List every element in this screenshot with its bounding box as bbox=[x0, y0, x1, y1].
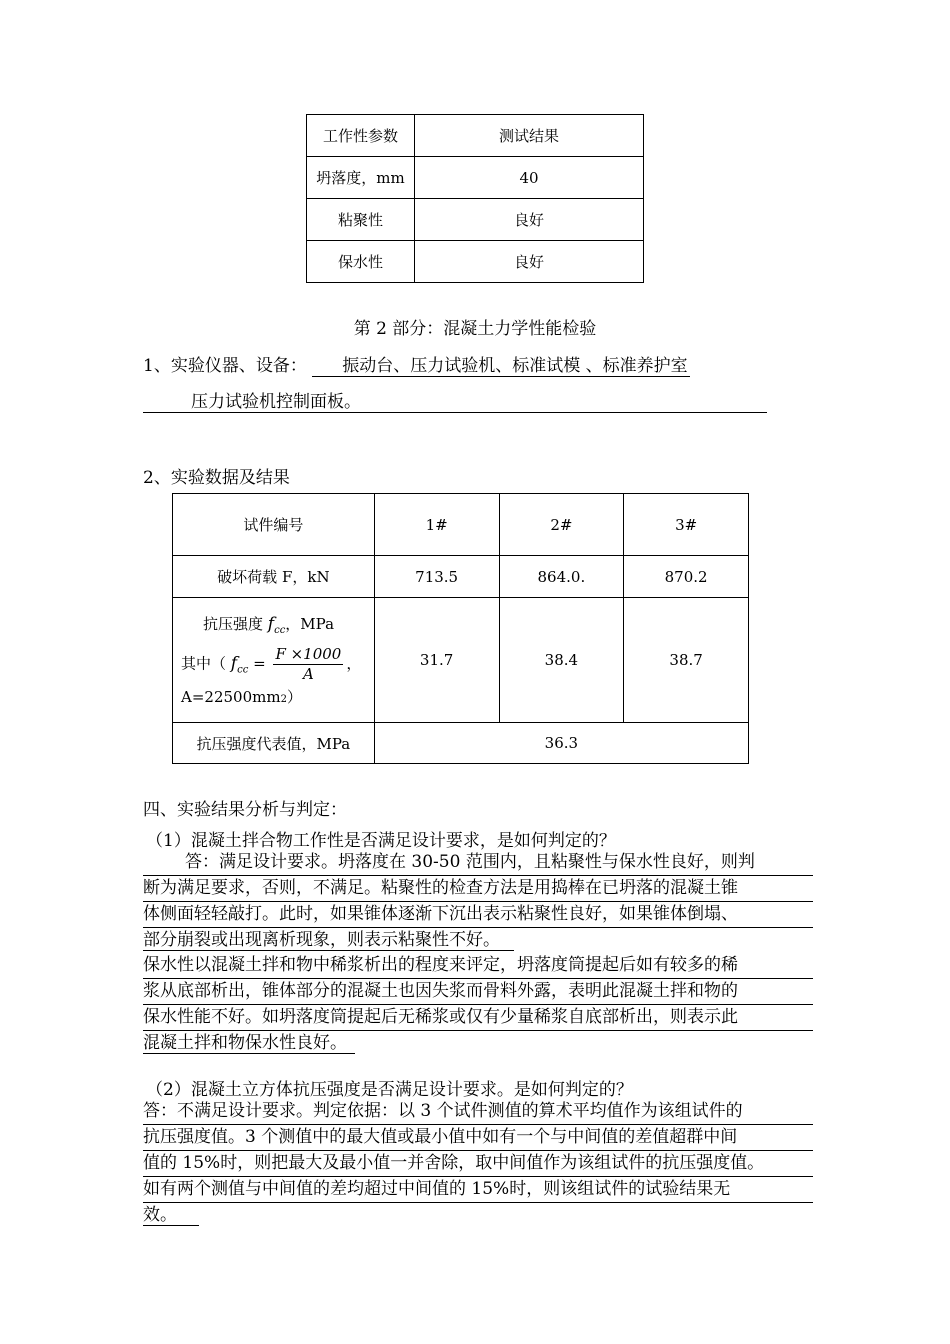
q1-question: （1）混凝土拌合物工作性是否满足设计要求，是如何判定的？ bbox=[146, 831, 616, 851]
table-cell: 864.0. bbox=[499, 556, 624, 598]
answer-line: 保水性以混凝土拌和物中稀浆析出的程度来评定，坍落度筒提起后如有较多的稀 bbox=[143, 953, 813, 979]
answer-line: 效。 bbox=[143, 1203, 813, 1228]
q1-answer bbox=[143, 850, 813, 1056]
table-cell: 粘聚性 bbox=[307, 199, 415, 241]
table-row bbox=[173, 556, 749, 598]
table-cell: 40 bbox=[415, 157, 644, 199]
equipment-line-1 bbox=[143, 351, 690, 377]
q2-question: （2）混凝土立方体抗压强度是否满足设计要求。是如何判定的？ bbox=[146, 1080, 633, 1100]
answer-line: 部分崩裂或出现离析现象，则表示粘聚性不好。 bbox=[143, 928, 813, 953]
table-cell: 38.7 bbox=[624, 598, 749, 723]
data-results-label: 2、实验数据及结果 bbox=[143, 468, 290, 488]
section4-title: 四、实验结果分析与判定： bbox=[143, 800, 347, 820]
answer-line: 混凝土拌和物保水性良好。 bbox=[143, 1031, 813, 1056]
answer-line: 答：不满足设计要求。判定依据：以 3 个试件测值的算术平均值作为该组试件的 bbox=[143, 1099, 813, 1125]
answer-line: 如有两个测值与中间值的差均超过中间值的 15%时，则该组试件的试验结果无 bbox=[143, 1177, 813, 1203]
table-cell: 713.5 bbox=[374, 556, 499, 598]
answer-line: 抗压强度值。3 个测值中的最大值或最小值中如有一个与中间值的差值超群中间 bbox=[143, 1125, 813, 1151]
table-cell: 坍落度，mm bbox=[307, 157, 415, 199]
area-note: A=22500mm2） bbox=[181, 687, 302, 706]
table-row bbox=[173, 598, 749, 723]
equipment-label: 1、实验仪器、设备： bbox=[143, 356, 307, 376]
table-cell: 31.7 bbox=[374, 598, 499, 723]
table-cell: 870.2 bbox=[624, 556, 749, 598]
part2-title: 第 2 部分：混凝土力学性能检验 bbox=[353, 319, 597, 339]
answer-line: 浆从底部析出，锥体部分的混凝土也因失浆而骨料外露，表明此混凝土拌和物的 bbox=[143, 979, 813, 1005]
answer-line: 答：满足设计要求。坍落度在 30-50 范围内，且粘聚性与保水性良好，则判 bbox=[143, 850, 813, 876]
table-cell: 保水性 bbox=[307, 241, 415, 283]
table-cell: 38.4 bbox=[499, 598, 624, 723]
strength-formula-cell bbox=[173, 598, 375, 723]
answer-line: 断为满足要求，否则，不满足。粘聚性的检查方法是用捣棒在已坍落的混凝土锥 bbox=[143, 876, 813, 902]
table-row bbox=[307, 157, 644, 199]
strength-table bbox=[172, 493, 749, 764]
strength-formula: 其中（ $f_{cc}$ = $\frac{F \times 1000}{A}$ ， bbox=[181, 645, 362, 683]
table-cell: 良好 bbox=[415, 241, 644, 283]
table-header-cell: 试件编号 bbox=[173, 494, 375, 556]
table-cell: 良好 bbox=[415, 199, 644, 241]
table-row bbox=[307, 199, 644, 241]
table-cell: 破坏荷载 F，kN bbox=[173, 556, 375, 598]
table-header-cell: 工作性参数 bbox=[307, 115, 415, 157]
table-header-cell: 2# bbox=[499, 494, 624, 556]
table-header-cell: 1# bbox=[374, 494, 499, 556]
q2-answer bbox=[143, 1099, 813, 1228]
table-row bbox=[307, 115, 644, 157]
equipment-value-1: 振动台、压力试验机、标准试模 、标准养护室 bbox=[312, 351, 689, 377]
table-row bbox=[307, 241, 644, 283]
table-cell: 36.3 bbox=[374, 723, 748, 764]
answer-line: 体侧面轻轻敲打。此时，如果锥体逐渐下沉出表示粘聚性良好，如果锥体倒塌、 bbox=[143, 902, 813, 928]
answer-line: 值的 15%时，则把最大及最小值一并舍除，取中间值作为该组试件的抗压强度值。 bbox=[143, 1151, 813, 1177]
table-row bbox=[173, 494, 749, 556]
workability-table bbox=[306, 114, 644, 283]
fraction: $\frac{F \times 1000}{A}$ bbox=[275, 645, 342, 683]
equipment-value-2: 压力试验机控制面板。 bbox=[143, 387, 767, 413]
answer-line: 保水性能不好。如坍落度筒提起后无稀浆或仅有少量稀浆自底部析出，则表示此 bbox=[143, 1005, 813, 1031]
table-header-cell: 测试结果 bbox=[415, 115, 644, 157]
table-row bbox=[173, 723, 749, 764]
table-cell: 抗压强度代表值，MPa bbox=[173, 723, 375, 764]
strength-label: 抗压强度 $f_{cc}$，MPa bbox=[203, 613, 335, 636]
table-header-cell: 3# bbox=[624, 494, 749, 556]
